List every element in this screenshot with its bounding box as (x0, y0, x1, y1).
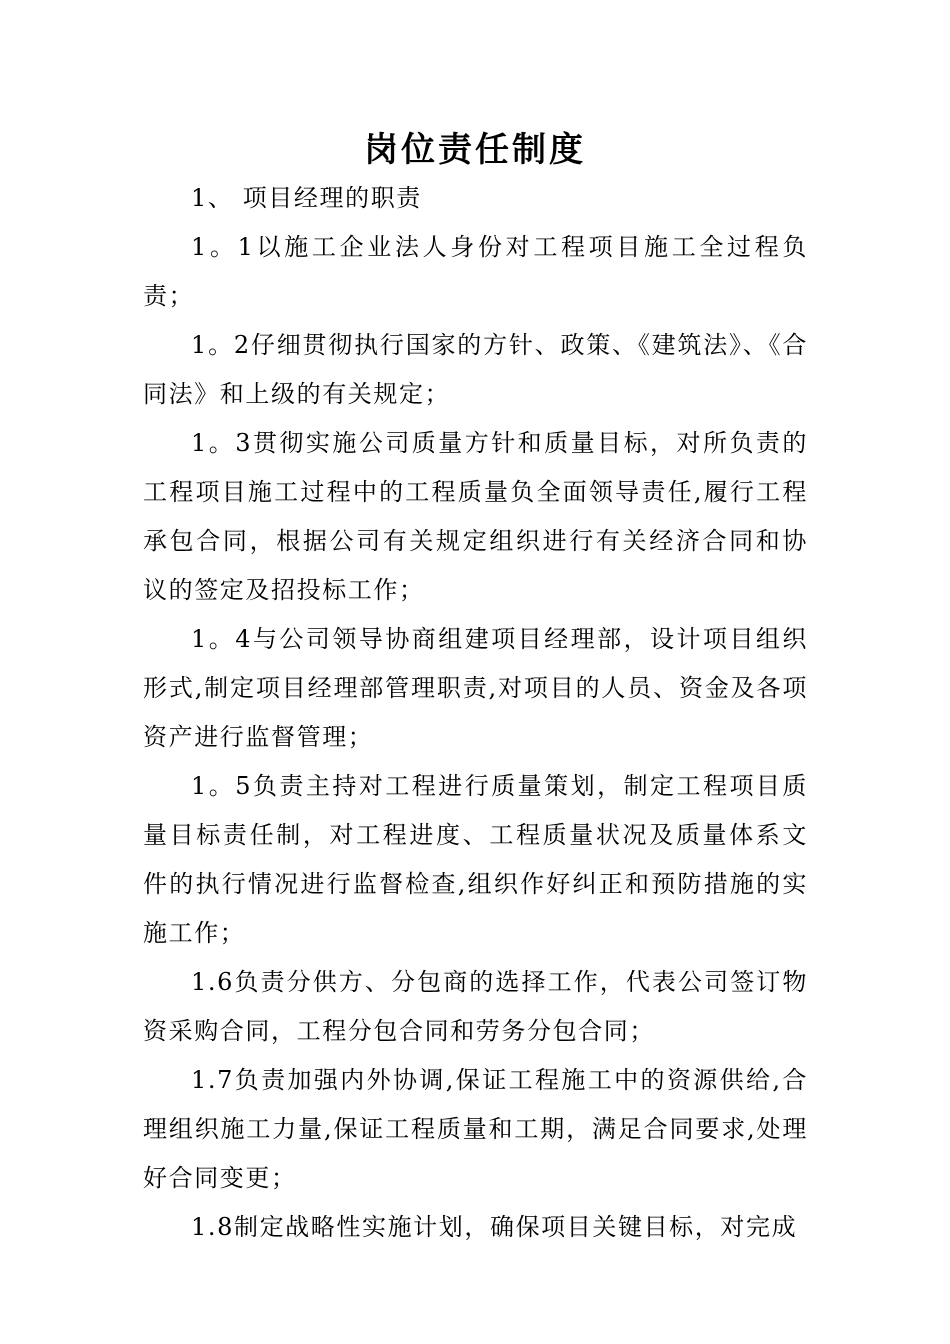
paragraph-1-8: 1.8制定战略性实施计划，确保项目关键目标，对完成 (191, 1213, 798, 1241)
paragraph-section-heading: 1、 项目经理的职责 (191, 184, 422, 212)
paragraph-1-2: 1。2仔细贯彻执行国家的方针、政策、《建筑法》、《合同法》和上级的有关规定； (143, 331, 808, 408)
paragraph-1-5: 1。5负责主持对工程进行质量策划，制定工程项目质量目标责任制，对工程进度、工程质量状况及质量体系文件的执行情况进行监督检查,组织作好纠正和预防措施的实施工作； (143, 772, 808, 947)
paragraph-1-6: 1.6负责分供方、分包商的选择工作，代表公司签订物资采购合同，工程分包合同和劳务分包合同； (143, 968, 808, 1045)
document-title: 岗位责任制度 (364, 130, 586, 170)
paragraph-1-4: 1。4与公司领导协商组建项目经理部，设计项目组织形式,制定项目经理部管理职责,对项目的人员、资金及各项资产进行监督管理； (143, 625, 808, 751)
paragraph-1-1: 1。1以施工企业法人身份对工程项目施工全过程负责； (143, 233, 808, 310)
paragraph-1-7: 1.7负责加强内外协调,保证工程施工中的资源供给,合理组织施工力量,保证工程质量和工期，满足合同要求,处理好合同变更； (143, 1066, 808, 1192)
paragraph-1-3: 1。3贯彻实施公司质量方针和质量目标，对所负责的工程项目施工过程中的工程质量负全面领导责任,履行工程承包合同，根据公司有关规定组织进行有关经济合同和协议的签定及招投标工作； (143, 429, 808, 604)
document-body (143, 174, 808, 1252)
